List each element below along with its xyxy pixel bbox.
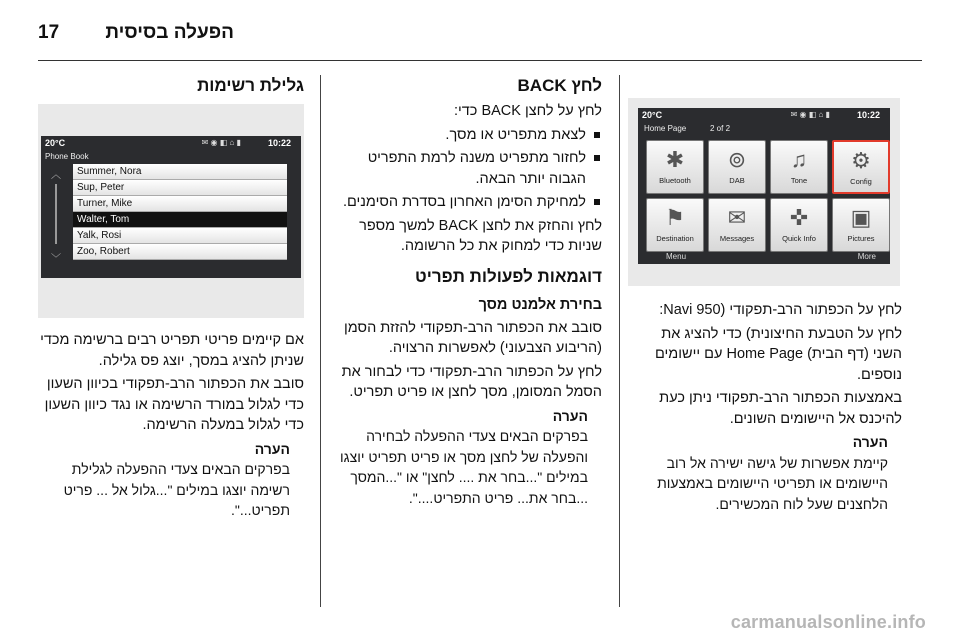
home-screen-frame <box>628 98 900 286</box>
header-divider <box>38 60 922 61</box>
dab-icon: ⊚ <box>727 147 747 172</box>
note-text: קיימת אפשרות של גישה ישירה אל רוב היישומים או תפריטי היישומים באמצעות הלחצנים שעל לוח המכשירים. <box>657 454 888 512</box>
note <box>630 432 902 514</box>
list-item: למחיקת הסימן האחרון בסדרת הסימנים. <box>332 192 602 213</box>
phonebook-screen-frame <box>38 104 304 318</box>
tile-destination[interactable]: ⚑ Destination <box>646 198 704 252</box>
tone-icon: ♫ <box>790 147 808 172</box>
quick-info-icon: ✜ <box>789 205 809 230</box>
list-item[interactable]: Turner, Mike <box>73 196 287 212</box>
left-column <box>38 75 304 101</box>
list-item-selected[interactable]: Walter, Tom <box>73 212 287 228</box>
status-bar <box>41 136 301 150</box>
scroll-track <box>55 184 57 244</box>
tile-messages[interactable]: ✉ Messages <box>708 198 766 252</box>
tile-dab[interactable]: ⊚ DAB <box>708 140 766 194</box>
back-intro: לחץ על לחצן BACK כדי: <box>453 103 602 119</box>
back-bullets <box>332 125 602 213</box>
note-title: הערה <box>852 434 888 450</box>
scroll-lists-heading: גלילת רשימות <box>197 76 304 95</box>
page-number: 17 <box>38 22 60 43</box>
right-column-text <box>630 300 902 517</box>
scrollbar[interactable] <box>49 166 63 266</box>
temperature: 20°C <box>642 110 663 120</box>
status-icons: ✉ ◉ ◧ ⌂ ▮ <box>790 110 830 119</box>
tile-tone[interactable]: ♫ Tone <box>770 140 828 194</box>
phonebook-screen <box>41 136 301 278</box>
middle-column <box>332 75 602 511</box>
home-screen <box>638 108 890 264</box>
scroll-text-1: אם קיימים פריטי תפריט רבים ברשימה מכדי שניתן להציג במסך, יוצג פס גלילה. <box>40 332 304 369</box>
note-text: בפרקים הבאים צעדי ההפעלה לבחירה והפעלה של לחצן מסך או פריט תפריט יוצגו במילים "...בחר את .... לחצן" או "...המסך ...בחר את... פריט התפריט....". <box>340 428 588 506</box>
hold-text: לחץ והחזק את לחצן BACK למשך מספר שניות כדי למחוק את כל הרשומה. <box>359 217 602 254</box>
note-text: בפרקים הבאים צעדי ההפעלה לגלילת רשימה יוצגו במילים "...גלול אל ... פריט תפריט...". <box>63 461 290 518</box>
column-divider-right <box>619 75 620 607</box>
config-icon: ⚙ <box>851 148 871 173</box>
chevron-up-icon[interactable]: ︿ <box>51 170 61 181</box>
note-title: הערה <box>254 440 290 457</box>
page-indicator: 2 of 2 <box>710 124 731 133</box>
tile-config[interactable]: ⚙ Config <box>832 140 890 194</box>
chevron-down-icon[interactable]: ﹀ <box>51 254 61 265</box>
list-item: לחזור מתפריט משנה לרמת התפריט הגבוה יותר הבאה. <box>332 148 602 189</box>
body1-line-a: לחץ על הטבעת החיצונית) כדי להציג את <box>661 325 902 342</box>
pictures-icon: ▣ <box>850 205 872 230</box>
temperature: 20°C <box>45 138 66 148</box>
list-item: לצאת מתפריט או מסך. <box>332 125 602 146</box>
note <box>38 439 304 521</box>
body1-line-b: השני (דף הבית) Home Page עם יישומים <box>654 346 902 362</box>
select-text-1: סובב את הכפתור הרב-תפקודי להזזת הסמן (הריבוע הצבעוני) לאפשרות הרצויה. <box>343 319 602 356</box>
menu-softkey[interactable]: Menu <box>666 252 687 261</box>
home-title-bar <box>638 122 890 136</box>
list-item[interactable]: Zoo, Robert <box>73 244 287 260</box>
select-element-subheading: בחירת אלמנט מסך <box>478 297 602 313</box>
clock: 10:22 <box>856 110 880 120</box>
destination-icon: ⚑ <box>665 205 685 230</box>
messages-icon: ✉ <box>727 205 747 230</box>
select-text-2: לחץ על הכפתור הרב-תפקודי כדי לבחור את הסמל המסומן, מסך לחצן או פריט תפריט. <box>341 363 602 400</box>
note <box>332 406 602 509</box>
body1-line-c: נוספים. <box>857 366 902 383</box>
list-item[interactable]: Sup, Peter <box>73 180 287 196</box>
status-icons: ✉ ◉ ◧ ⌂ ▮ <box>201 138 241 147</box>
list-item[interactable]: Yalk, Rosi <box>73 228 287 244</box>
watermark: carmanualsonline.info <box>730 612 926 632</box>
column-divider-left <box>320 75 321 607</box>
menu-examples-heading: דוגמאות לפעולות תפריט <box>415 266 602 286</box>
body2: באמצעות הכפתור הרב-תפקודי ניתן כעת להיכנס אל היישומים השונים. <box>659 390 902 427</box>
more-softkey[interactable]: More <box>857 252 876 261</box>
contact-list <box>73 164 287 260</box>
tile-bluetooth[interactable]: ✱ Bluetooth <box>646 140 704 194</box>
scroll-text-2: סובב את הכפתור הרב-תפקודי בכיוון השעון כדי לגלול במורד הרשימה או נגד כיוון השעון כדי לגלול במעלה הרשימה. <box>44 376 304 433</box>
left-column-text <box>38 330 304 524</box>
caption: לחץ על הכפתור הרב-תפקודי (Navi 950: <box>659 302 902 318</box>
bluetooth-icon: ✱ <box>665 147 685 172</box>
note-title: הערה <box>552 407 588 424</box>
page-title: הפעלה בסיסית <box>105 22 234 43</box>
back-button-heading: לחץ BACK <box>517 76 602 95</box>
page-header <box>0 0 960 62</box>
home-page-title: Home Page <box>644 124 687 133</box>
tile-quick-info[interactable]: ✜ Quick Info <box>770 198 828 252</box>
phonebook-title: Phone Book <box>45 152 89 161</box>
clock: 10:22 <box>267 138 291 148</box>
list-item[interactable]: Summer, Nora <box>73 164 287 180</box>
status-bar <box>638 108 890 122</box>
tile-pictures[interactable]: ▣ Pictures <box>832 198 890 252</box>
